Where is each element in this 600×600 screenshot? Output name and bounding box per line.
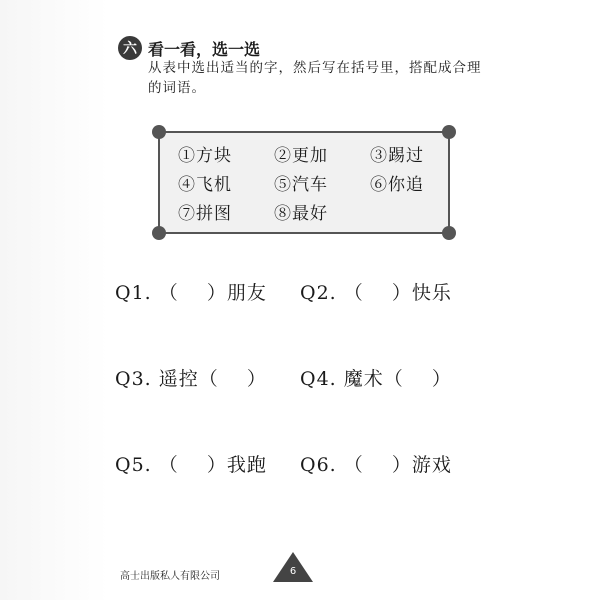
word-choice-1: ①方块 <box>178 146 232 166</box>
word-choice-8: ⑧最好 <box>274 204 328 224</box>
question-2[interactable]: Q2. （ ）快乐 <box>300 282 452 304</box>
page-number: 6 <box>289 566 297 577</box>
question-3[interactable]: Q3. 遥控（ ） <box>115 368 267 390</box>
word-choice-7: ⑦拼图 <box>178 204 232 224</box>
question-4[interactable]: Q4. 魔术（ ） <box>300 368 452 390</box>
question-1[interactable]: Q1. （ ）朋友 <box>115 282 267 304</box>
word-choice-5: ⑤汽车 <box>274 175 328 195</box>
question-5[interactable]: Q5. （ ）我跑 <box>115 454 267 476</box>
word-bank-box <box>158 131 450 234</box>
section-number-badge: 六 <box>118 36 142 60</box>
corner-dot-icon <box>152 125 166 139</box>
word-choice-3: ③踢过 <box>370 146 424 166</box>
section-title: 看一看，选一选 <box>148 40 261 59</box>
publisher-name: 高士出版私人有限公司 <box>120 571 220 582</box>
word-choice-6: ⑥你追 <box>370 175 424 195</box>
corner-dot-icon <box>442 125 456 139</box>
word-choice-4: ④飞机 <box>178 175 232 195</box>
question-6[interactable]: Q6. （ ）游戏 <box>300 454 452 476</box>
corner-dot-icon <box>152 226 166 240</box>
word-bank-list <box>178 145 466 226</box>
instruction-text: 从表中选出适当的字，然后写在括号里，搭配成合理的词语。 <box>148 60 482 96</box>
word-choice-2: ②更加 <box>274 146 328 166</box>
corner-dot-icon <box>442 226 456 240</box>
